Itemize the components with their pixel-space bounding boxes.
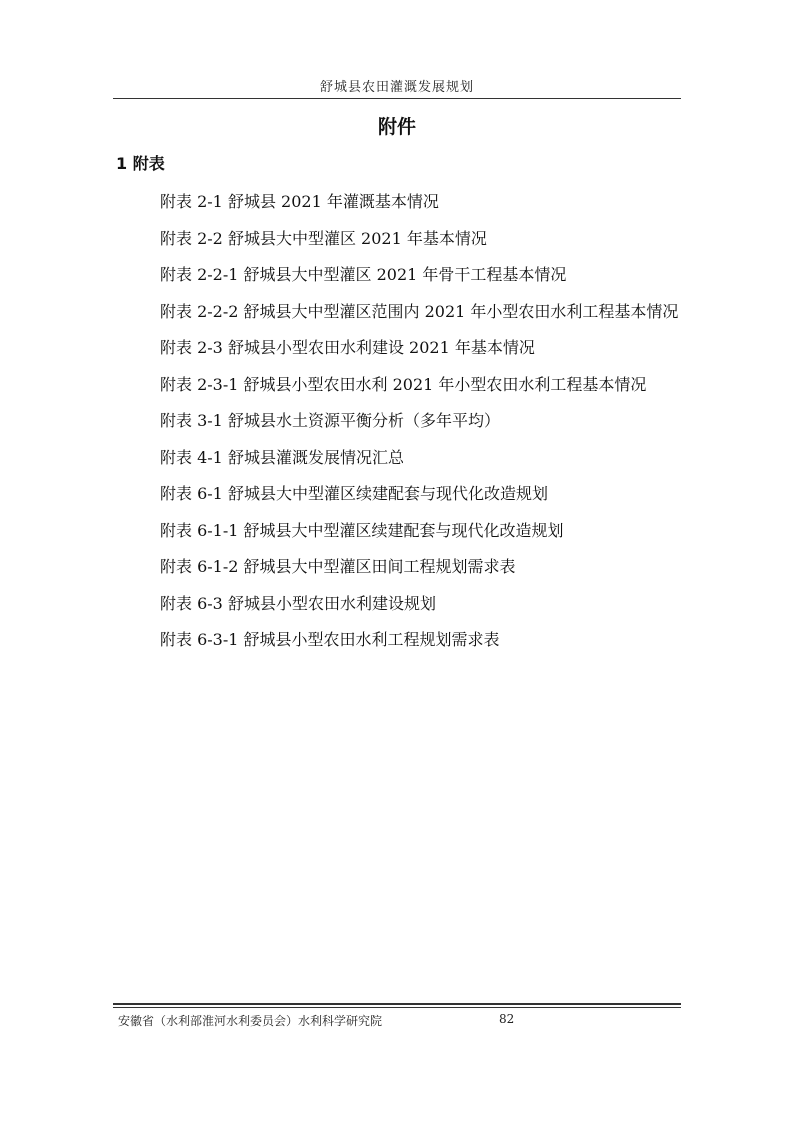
list-item: 附表 6-1-2 舒城县大中型灌区田间工程规划需求表 [160,557,516,576]
running-header: 舒城县农田灌溉发展规划 [319,80,474,95]
list-item: 附表 6-3 舒城县小型农田水利建设规划 [160,593,436,613]
list-item: 附表 2-2 舒城县大中型灌区 2021 年基本情况 [160,228,487,248]
appendix-table-list [118,184,682,659]
footer-organization: 安徽省（水利部淮河水利委员会）水利科学研究院 [118,1014,383,1028]
list-item: 附表 6-1-1 舒城县大中型灌区续建配套与现代化改造规划 [160,520,564,540]
list-item: 附表 3-1 舒城县水土资源平衡分析（多年平均） [160,411,500,430]
list-item: 附表 2-2-2 舒城县大中型灌区范围内 2021 年小型农田水利工程基本情况 [160,301,679,321]
list-item: 附表 6-3-1 舒城县小型农田水利工程规划需求表 [160,630,500,649]
list-item: 附表 6-1 舒城县大中型灌区续建配套与现代化改造规划 [160,484,548,503]
section-heading: 1 附表 [116,154,165,173]
footer-divider [113,1003,681,1005]
list-item: 附表 2-3-1 舒城县小型农田水利 2021 年小型农田水利工程基本情况 [160,374,647,394]
list-item: 附表 2-1 舒城县 2021 年灌溉基本情况 [160,192,439,211]
page-number: 82 [499,1012,515,1026]
footer-divider-thin [113,1007,681,1008]
list-item: 附表 2-3 舒城县小型农田水利建设 2021 年基本情况 [160,338,535,357]
header-divider [113,98,681,99]
page-title: 附件 [377,116,416,138]
list-item: 附表 4-1 舒城县灌溉发展情况汇总 [160,447,404,467]
list-item: 附表 2-2-1 舒城县大中型灌区 2021 年骨干工程基本情况 [160,265,567,284]
